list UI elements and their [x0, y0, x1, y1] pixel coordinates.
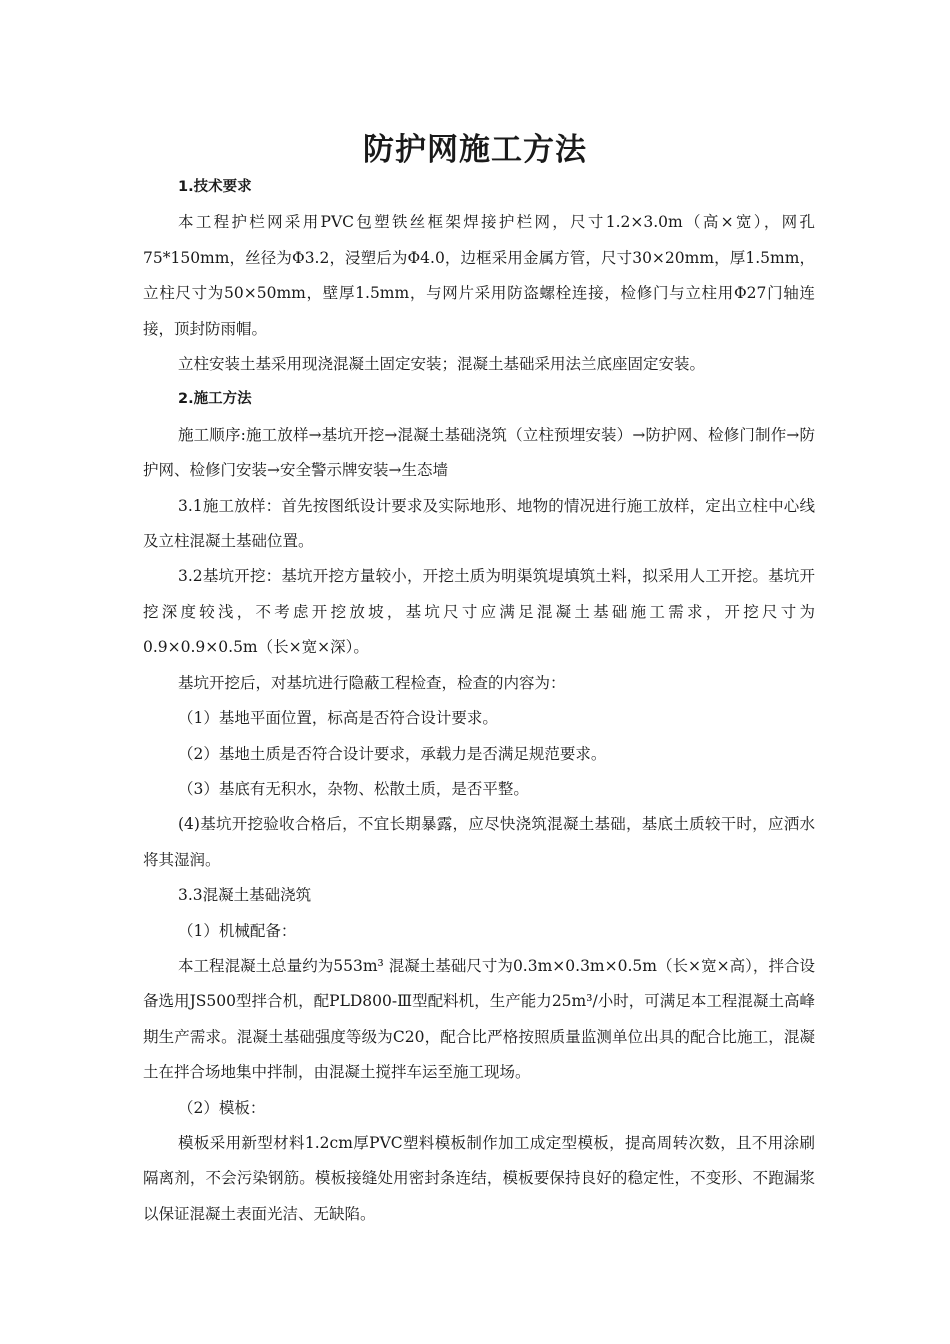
document-body: [143, 170, 815, 1232]
paragraph: 基坑开挖后，对基坑进行隐蔽工程检查，检查的内容为：: [178, 673, 566, 692]
list-item: （2）基地土质是否符合设计要求，承载力是否满足规范要求。: [178, 744, 607, 763]
paragraph: 施工顺序:施工放样→基坑开挖→混凝土基础浇筑（立柱预埋安装）→防护网、检修门制作→防护网、检修门安装→安全警示牌安装→生态墙: [143, 425, 815, 480]
paragraph: 3.2基坑开挖：基坑开挖方量较小，开挖土质为明渠筑堤填筑土料，拟采用人工开挖。基坑开挖深度较浅，不考虑开挖放坡，基坑尺寸应满足混凝土基础施工需求，开挖尺寸为0.9×0.9×0.5m（长×宽×深）。: [143, 567, 815, 657]
section-heading-2: 2.施工方法: [178, 391, 252, 408]
paragraph: 本工程混凝土总量约为553m³ 混凝土基础尺寸为0.3m×0.3m×0.5m（长×宽×高），拌合设备选用JS500型拌合机，配PLD800-Ⅲ型配料机，生产能力25m³/小时，可满足本工程混凝土高峰期生产需求。混凝土基础强度等级为C20，配合比严格按照质量监测单位出具的配合比施工，混凝土在拌合场地集中拌制，由混凝土搅拌车运至施工现场。: [143, 956, 815, 1082]
list-item: (4)基坑开挖验收合格后，不宜长期暴露，应尽快浇筑混凝土基础，基底土质较干时，应洒水将其湿润。: [143, 815, 815, 869]
paragraph: 本工程护栏网采用PVC包塑铁丝框架焊接护栏网，尺寸1.2×3.0m（高×宽），网孔75*150mm，丝径为Φ3.2，浸塑后为Φ4.0，边框采用金属方管，尺寸30×20mm，厚1.5mm，立柱尺寸为50×50mm，壁厚1.5mm，与网片采用防盗螺栓连接，检修门与立柱用Φ27门轴连接，顶封防雨帽。: [143, 213, 815, 338]
list-item: （2）模板：: [178, 1098, 266, 1117]
list-item: （1）基地平面位置，标高是否符合设计要求。: [178, 709, 498, 728]
section-heading-1: 1.技术要求: [178, 179, 252, 195]
list-item: （1）机械配备：: [178, 921, 297, 940]
subsection-heading: 3.3混凝土基础浇筑: [178, 886, 312, 905]
paragraph: 3.1施工放样：首先按图纸设计要求及实际地形、地物的情况进行施工放样，定出立柱中心线及立柱混凝土基础位置。: [143, 496, 815, 551]
paragraph: 立柱安装土基采用现浇混凝土固定安装；混凝土基础采用法兰底座固定安装。: [178, 355, 706, 374]
document-title: 防护网施工方法: [363, 132, 587, 168]
paragraph: 模板采用新型材料1.2cm厚PVC塑料模板制作加工成定型模板，提高周转次数，且不用涂刷隔离剂，不会污染钢筋。模板接缝处用密封条连结，模板要保持良好的稳定性，不变形、不跑漏浆以保证混凝土表面光洁、无缺陷。: [143, 1133, 815, 1223]
list-item: （3）基底有无积水，杂物、松散土质，是否平整。: [178, 779, 529, 798]
